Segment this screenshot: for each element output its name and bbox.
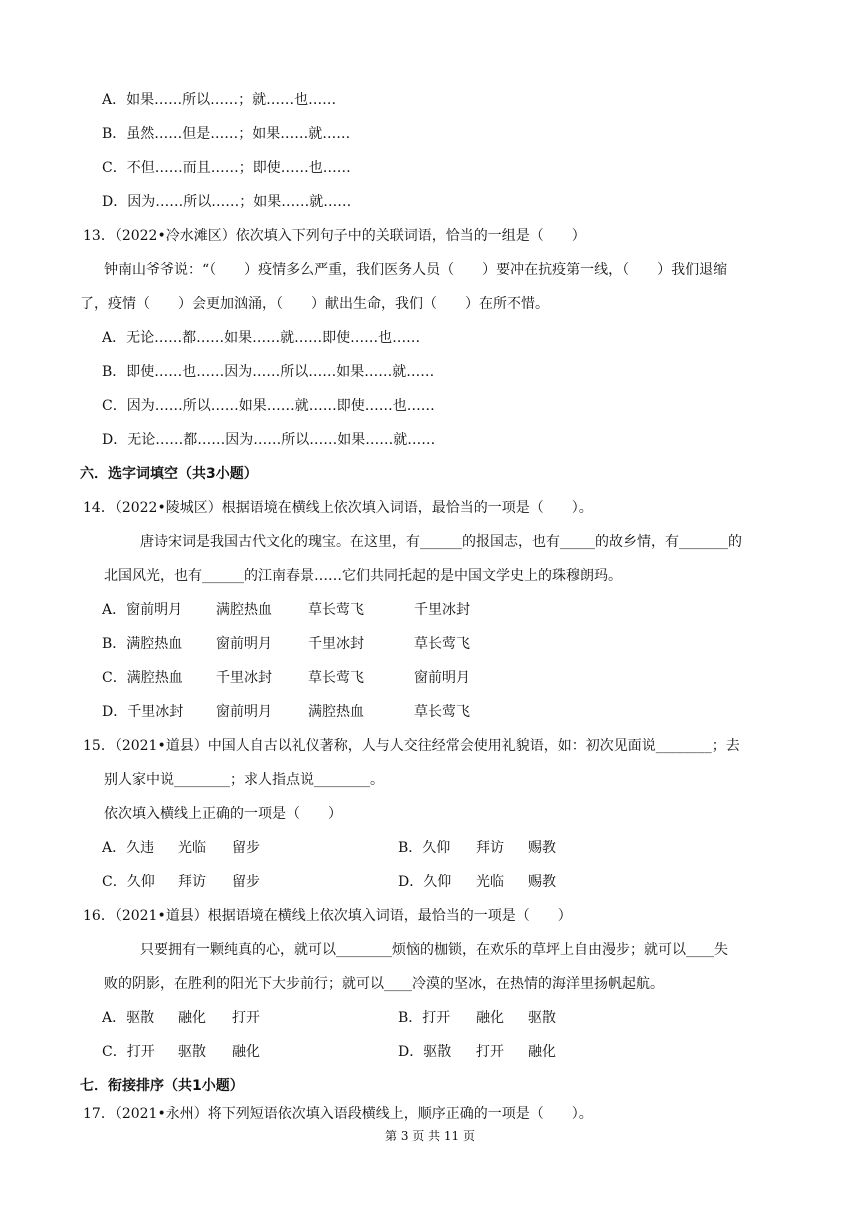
option-word: 融化	[528, 1044, 556, 1060]
q17-stem: 17．（2021•永州）将下列短语依次填入语段横线上，顺序正确的一项是（ ）。	[83, 1106, 593, 1122]
section-7-heading: 七．衔接排序（共1小题）	[80, 1078, 244, 1094]
q14-option-b	[102, 634, 470, 654]
option-word: 打开	[476, 1044, 504, 1060]
option-word: 拜访	[476, 840, 504, 856]
q13-option-a: A．无论……都……如果……就……即使……也……	[102, 330, 421, 346]
option-word: 窗前明月	[216, 704, 272, 720]
option-word: 草长莺飞	[308, 670, 364, 686]
option-word: 满腔热血	[216, 602, 272, 618]
q16-options-row2	[102, 1042, 556, 1062]
q16-option-d-label: D．驱散	[398, 1044, 452, 1060]
q13-text-line2: 了，疫情（ ）会更加汹涌，（ ）献出生命，我们（ ）在所不惜。	[80, 296, 549, 312]
q14-text-line2: 北国风光，也有______的江南春景……它们共同托起的是中国文学史上的珠穆朗玛。	[104, 568, 622, 584]
option-word: 融化	[178, 1010, 206, 1026]
q12-option-b: B．虽然……但是……；如果……就……	[102, 126, 351, 142]
q15-stem: 15．（2021•道县）中国人自古以礼仪著称，人与人交往经常会使用礼貌语，如：初次见面说________；去	[83, 738, 740, 754]
option-label: C．满腔热血	[102, 670, 183, 686]
q14-option-c	[102, 668, 470, 688]
q15-option-b-label: B．久仰	[398, 840, 451, 856]
q12-option-a: A．如果……所以……；就……也……	[102, 92, 337, 108]
q13-stem: 13．（2022•冷水滩区）依次填入下列句子中的关联词语，恰当的一组是（ ）	[83, 228, 586, 244]
option-word: 驱散	[178, 1044, 206, 1060]
section-6-heading: 六．选字词填空（共3小题）	[80, 466, 258, 482]
option-word: 融化	[476, 1010, 504, 1026]
q16-text-line2: 败的阴影，在胜利的阳光下大步前行；就可以____冷漠的坚冰，在热情的海洋里扬帆起航。	[104, 976, 664, 992]
q15-option-d-label: D．久仰	[398, 874, 452, 890]
q15-options-row1	[102, 838, 556, 858]
option-word: 满腔热血	[308, 704, 364, 720]
option-word: 留步	[232, 840, 260, 856]
q14-stem: 14．（2022•陵城区）根据语境在横线上依次填入词语，最恰当的一项是（ ）。	[83, 500, 593, 516]
q14-text-line1: 唐诗宋词是我国古代文化的瑰宝。在这里，有______的报国志，也有_____的故乡情，有_______的	[140, 534, 742, 550]
option-word: 草长莺飞	[414, 704, 470, 720]
q12-option-c: C．不但……而且……；即使……也……	[102, 160, 351, 176]
q16-option-c-label: C．打开	[102, 1044, 155, 1060]
q14-option-a	[102, 600, 470, 620]
option-word: 窗前明月	[414, 670, 470, 686]
option-word: 草长莺飞	[414, 636, 470, 652]
option-word: 赐教	[528, 840, 556, 856]
q16-option-a-label: A．驱散	[102, 1010, 155, 1026]
q13-option-b: B．即使……也……因为……所以……如果……就……	[102, 364, 435, 380]
q16-text-line1: 只要拥有一颗纯真的心，就可以________烦恼的枷锁，在欢乐的草坪上自由漫步；就可以____失	[140, 942, 728, 958]
q16-option-b-label: B．打开	[398, 1010, 451, 1026]
option-word: 窗前明月	[216, 636, 272, 652]
q13-text-line1: 钟南山爷爷说：“（ ）疫情多么严重，我们医务人员（ ）要冲在抗疫第一线，（ ）我们退缩	[104, 262, 728, 278]
option-word: 千里冰封	[414, 602, 470, 618]
option-word: 赐教	[528, 874, 556, 890]
option-word: 打开	[232, 1010, 260, 1026]
option-word: 草长莺飞	[308, 602, 364, 618]
q16-stem: 16．（2021•道县）根据语境在横线上依次填入词语，最恰当的一项是（ ）	[83, 908, 572, 924]
option-word: 留步	[232, 874, 260, 890]
q15-options-row2	[102, 872, 556, 892]
option-word: 千里冰封	[308, 636, 364, 652]
option-word: 千里冰封	[216, 670, 272, 686]
q15-option-a-label: A．久违	[102, 840, 155, 856]
q15-text-line1: 别人家中说________；求人指点说________。	[104, 772, 384, 788]
option-word: 光临	[178, 840, 206, 856]
q12-option-d: D．因为……所以……；如果……就……	[102, 194, 352, 210]
option-label: D．千里冰封	[102, 704, 184, 720]
q16-options-row1	[102, 1008, 556, 1028]
page-footer: 第 3 页 共 11 页	[385, 1129, 475, 1143]
option-label: A．窗前明月	[102, 602, 183, 618]
q13-option-c: C．因为……所以……如果……就……即使……也……	[102, 398, 435, 414]
q14-option-d	[102, 702, 470, 722]
option-word: 光临	[476, 874, 504, 890]
option-word: 拜访	[178, 874, 206, 890]
option-word: 融化	[232, 1044, 260, 1060]
option-label: B．满腔热血	[102, 636, 183, 652]
option-word: 驱散	[528, 1010, 556, 1026]
q13-option-d: D．无论……都……因为……所以……如果……就……	[102, 432, 436, 448]
q15-option-c-label: C．久仰	[102, 874, 155, 890]
q15-text-line2: 依次填入横线上正确的一项是（ ）	[104, 806, 342, 822]
